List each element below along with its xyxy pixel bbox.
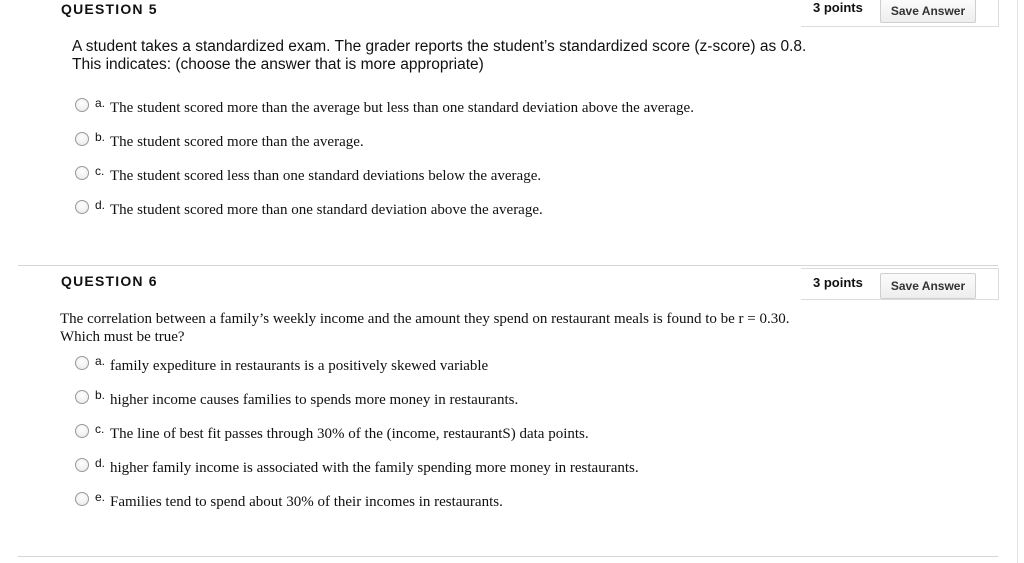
option-text: higher income causes families to spends more money in restaurants. xyxy=(110,392,519,408)
question-prompt: The correlation between a family’s weekly income and the amount they spend on restaurant meals is found to be r = 0.30. Which must be true? xyxy=(60,311,790,345)
answer-option-d[interactable] xyxy=(75,456,795,480)
points-label: 3 points xyxy=(813,0,863,15)
option-letter: c. xyxy=(95,164,105,178)
option-text: The student scored less than one standard deviations below the average. xyxy=(110,168,542,184)
radio-button[interactable] xyxy=(75,390,89,404)
question-6 xyxy=(18,265,998,558)
answer-option-e[interactable] xyxy=(75,490,795,514)
answer-option-b[interactable] xyxy=(75,130,795,154)
radio-button[interactable] xyxy=(75,166,89,180)
divider xyxy=(18,556,998,557)
save-answer-button[interactable]: Save Answer xyxy=(880,0,976,23)
option-text: Families tend to spend about 30% of their incomes in restaurants. xyxy=(110,494,503,510)
points-label: 3 points xyxy=(813,275,863,290)
option-letter: a. xyxy=(95,354,106,368)
option-letter: c. xyxy=(95,422,105,436)
points-box xyxy=(801,0,999,27)
radio-button[interactable] xyxy=(75,200,89,214)
option-text: The line of best fit passes through 30% of the (income, restaurantS) data points. xyxy=(110,426,589,442)
radio-button[interactable] xyxy=(75,458,89,472)
option-letter: d. xyxy=(95,198,106,212)
answer-option-d[interactable] xyxy=(75,198,795,222)
option-text: higher family income is associated with the family spending more money in restaurants. xyxy=(110,460,639,476)
option-letter: e. xyxy=(95,490,106,504)
option-letter: b. xyxy=(95,130,106,144)
answer-option-a[interactable] xyxy=(75,96,795,120)
option-text: The student scored more than the average but less than one standard deviation above the average. xyxy=(110,100,694,116)
question-title: QUESTION 5 xyxy=(61,1,158,17)
radio-button[interactable] xyxy=(75,356,89,370)
save-answer-button[interactable]: Save Answer xyxy=(880,273,976,299)
answer-option-c[interactable] xyxy=(75,164,795,188)
option-letter: b. xyxy=(95,388,106,402)
radio-button[interactable] xyxy=(75,492,89,506)
radio-button[interactable] xyxy=(75,98,89,112)
points-box xyxy=(801,268,999,300)
option-letter: d. xyxy=(95,456,106,470)
option-letter: a. xyxy=(95,96,106,110)
question-prompt: A student takes a standardized exam. The grader reports the student’s standardized score (z-score) as 0.8. This indicates: (choose the answer that is more appropriate) xyxy=(72,38,807,73)
answer-option-a[interactable] xyxy=(75,354,795,378)
radio-button[interactable] xyxy=(75,132,89,146)
answer-option-b[interactable] xyxy=(75,388,795,412)
option-text: family expediture in restaurants is a positively skewed variable xyxy=(110,358,489,374)
divider xyxy=(1017,0,1018,563)
answer-option-c[interactable] xyxy=(75,422,795,446)
question-title: QUESTION 6 xyxy=(61,273,158,289)
option-text: The student scored more than one standard deviation above the average. xyxy=(110,202,543,218)
question-5 xyxy=(18,0,998,262)
option-text: The student scored more than the average. xyxy=(110,134,364,150)
radio-button[interactable] xyxy=(75,424,89,438)
